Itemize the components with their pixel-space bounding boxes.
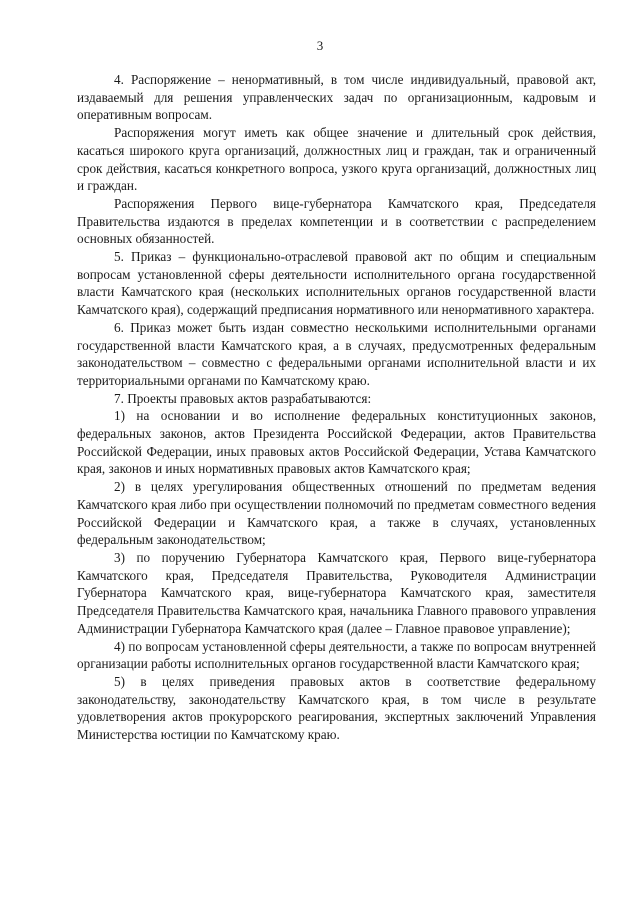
page-number: 3	[316, 38, 324, 53]
paragraph-item-6-joint-decree: 6. Приказ может быть издан совместно несколькими исполнительными органами государственной власти Камчатского края, а в случаях, предусмотренных федеральным законодательством – совместно с федеральными органами исполнительной власти и их территориальными органами по Камчатскому краю.	[77, 319, 596, 388]
paragraph-item-7-drafts: 7. Проекты правовых актов разрабатываются:	[114, 390, 372, 406]
paragraph-item-4-order: 4. Распоряжение – ненормативный, в том числе индивидуальный, правовой акт, издаваемый для решения управленческих задач по организационным, кадровым и оперативным вопросам.	[77, 72, 596, 123]
paragraph-order-issuance: Распоряжения Первого вице-губернатора Камчатского края, Председателя Правительства издаются в пределах компетенции и в соответствии с распределением основных обязанностей.	[77, 195, 596, 247]
list-item-3: 3) по поручению Губернатора Камчатского края, Первого вице-губернатора Камчатского края, Председателя Правительства, Руководителя Администрации Губернатора Камчатского края, вице-губернатора Камчатского края, заместителя Председателя Правительства Камчатского края, начальника Главного правового управления Администрации Губернатора Камчатского края (далее – Главное правовое управление);	[77, 549, 596, 636]
paragraph-order-scope: Распоряжения могут иметь как общее значение и длительный срок действия, касаться широкого круга организаций, должностных лиц и граждан, так и ограниченный срок действия, касаться конкретного вопроса, узкого круга организаций, должностных лиц и граждан.	[77, 125, 596, 194]
document-body	[77, 71, 596, 744]
list-item-4: 4) по вопросам установленной сферы деятельности, а также по вопросам внутренней организации работы исполнительных органов государственной власти Камчатского края;	[77, 638, 596, 672]
list-item-5: 5) в целях приведения правовых актов в соответствие федеральному законодательству, законодательству Камчатского края, в том числе в результате удовлетворения актов прокурорского реагирования, экспертных заключений Управления Министерства юстиции по Камчатскому краю.	[77, 673, 596, 743]
list-item-1: 1) на основании и во исполнение федеральных конституционных законов, федеральных законов, актов Президента Российской Федерации, актов Правительства Российской Федерации, иных правовых актов Российской Федерации, Устава Камчатского края, законов и иных нормативных правовых актов Камчатского края;	[77, 408, 596, 477]
paragraph-item-5-decree: 5. Приказ – функционально-отраслевой правовой акт по общим и специальным вопросам установленной сферы деятельности исполнительного органа государственной власти Камчатского края (нескольких исполнительных органов государственной власти Камчатского края), содержащий предписания нормативного или ненормативного характера.	[77, 249, 596, 318]
list-item-2: 2) в целях урегулирования общественных отношений по предметам ведения Камчатского края либо при осуществлении полномочий по предметам совместного ведения Российской Федерации и Камчатского края, а также в случаях, установленных федеральным законодательством;	[77, 479, 596, 548]
